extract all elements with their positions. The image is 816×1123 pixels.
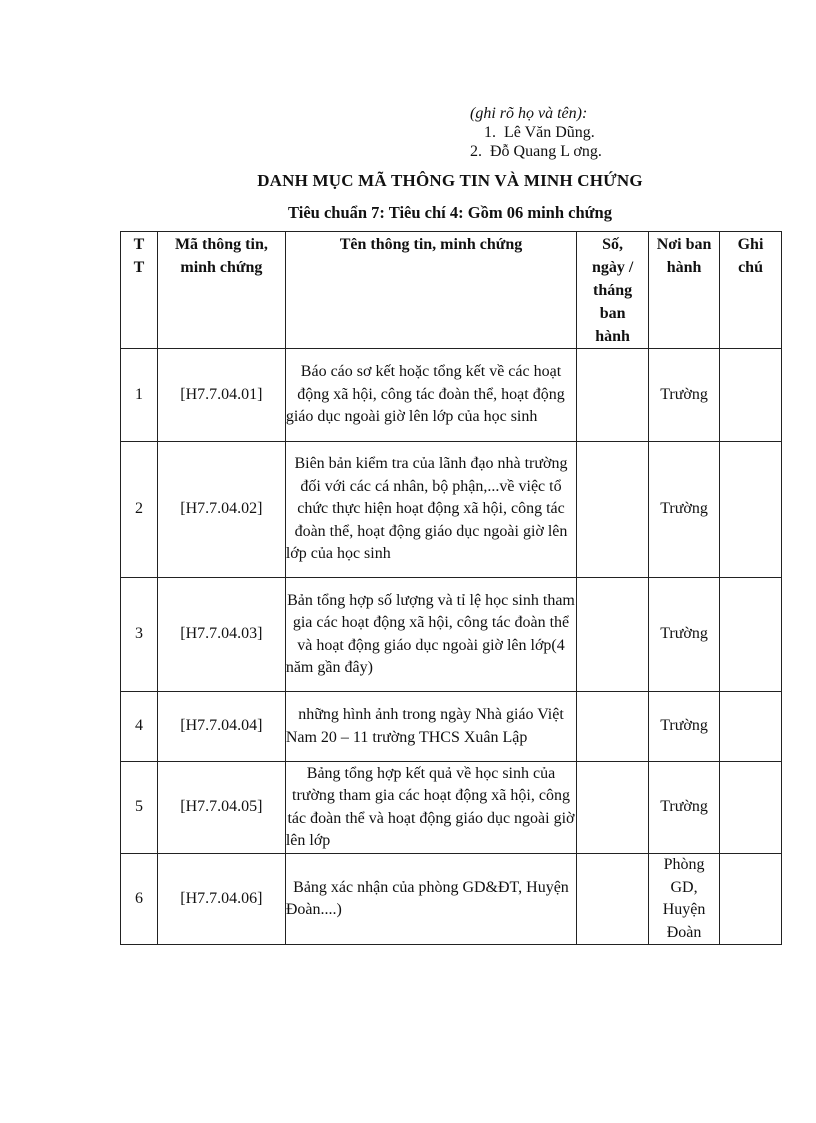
cell-note [720, 349, 782, 442]
cell-date [577, 854, 649, 945]
evidence-table [120, 231, 782, 945]
cell-tt: 2 [121, 442, 158, 578]
cell-note [720, 854, 782, 945]
cell-name: Biên bản kiểm tra của lãnh đạo nhà trường đối với các cá nhân, bộ phận,...về việc tổ chức thực hiện hoạt động xã hội, công tác đoàn thể, hoạt động giáo dục ngoài giờ lên lớp của học sinh [285, 442, 576, 578]
cell-name: Bảng tổng hợp kết quả về học sinh của trường tham gia các hoạt động xã hội, công tác đoàn thể và hoạt động giáo dục ngoài giờ lên lớp [285, 762, 576, 854]
cell-name: Bảng xác nhận của phòng GD&ĐT, Huyện Đoàn....) [285, 854, 576, 945]
cell-issuer: Trường [649, 762, 720, 854]
signer-name: Lê Văn Dũng. [504, 124, 595, 141]
table-row [121, 442, 782, 578]
table-row [121, 762, 782, 854]
cell-tt: 4 [121, 692, 158, 762]
cell-date [577, 692, 649, 762]
table-row [121, 692, 782, 762]
signer-item [472, 123, 602, 142]
cell-date [577, 442, 649, 578]
cell-date [577, 349, 649, 442]
cell-note [720, 578, 782, 692]
header-date: Số, ngày / tháng ban hành [577, 232, 649, 349]
cell-note [720, 442, 782, 578]
cell-code: [H7.7.04.05] [157, 762, 285, 854]
header-note: Ghi chú [720, 232, 782, 349]
table-row [121, 578, 782, 692]
cell-tt: 5 [121, 762, 158, 854]
cell-tt: 1 [121, 349, 158, 442]
cell-name: Bản tổng hợp số lượng và tỉ lệ học sinh tham gia các hoạt động xã hội, công tác đoàn thể và hoạt động giáo dục ngoài giờ lên lớp(4 năm gần đây) [285, 578, 576, 692]
signers-list [470, 123, 602, 161]
cell-code: [H7.7.04.03] [157, 578, 285, 692]
cell-issuer: Trường [649, 442, 720, 578]
header-tt: T T [121, 232, 158, 349]
cell-name: Báo cáo sơ kết hoặc tổng kết về các hoạt động xã hội, công tác đoàn thể, hoạt động giáo dục ngoài giờ lên lớp của học sinh [285, 349, 576, 442]
header-code: Mã thông tin, minh chứng [157, 232, 285, 349]
cell-code: [H7.7.04.04] [157, 692, 285, 762]
cell-code: [H7.7.04.01] [157, 349, 285, 442]
cell-note [720, 692, 782, 762]
header-issuer: Nơi ban hành [649, 232, 720, 349]
signer-number: 1. [484, 124, 496, 141]
table-header-row [121, 232, 782, 349]
cell-code: [H7.7.04.02] [157, 442, 285, 578]
cell-date [577, 762, 649, 854]
signers-block [470, 104, 602, 161]
document-subtitle: Tiêu chuẩn 7: Tiêu chí 4: Gồm 06 minh chứng [288, 203, 612, 222]
cell-name: những hình ảnh trong ngày Nhà giáo Việt Nam 20 – 11 trường THCS Xuân Lập [285, 692, 576, 762]
signer-item [458, 142, 602, 161]
cell-issuer: Phòng GD, Huyện Đoàn [649, 854, 720, 945]
cell-issuer: Trường [649, 692, 720, 762]
cell-issuer: Trường [649, 349, 720, 442]
cell-note [720, 762, 782, 854]
cell-code: [H7.7.04.06] [157, 854, 285, 945]
cell-tt: 6 [121, 854, 158, 945]
table-row [121, 349, 782, 442]
cell-tt: 3 [121, 578, 158, 692]
header-name: Tên thông tin, minh chứng [285, 232, 576, 349]
signer-number: 2. [470, 143, 482, 160]
cell-issuer: Trường [649, 578, 720, 692]
table-row [121, 854, 782, 945]
document-title: DANH MỤC MÃ THÔNG TIN VÀ MINH CHỨNG [257, 171, 643, 190]
signers-title: (ghi rõ họ và tên): [470, 105, 588, 122]
signer-name: Đỗ Quang L ơng. [490, 143, 602, 160]
cell-date [577, 578, 649, 692]
